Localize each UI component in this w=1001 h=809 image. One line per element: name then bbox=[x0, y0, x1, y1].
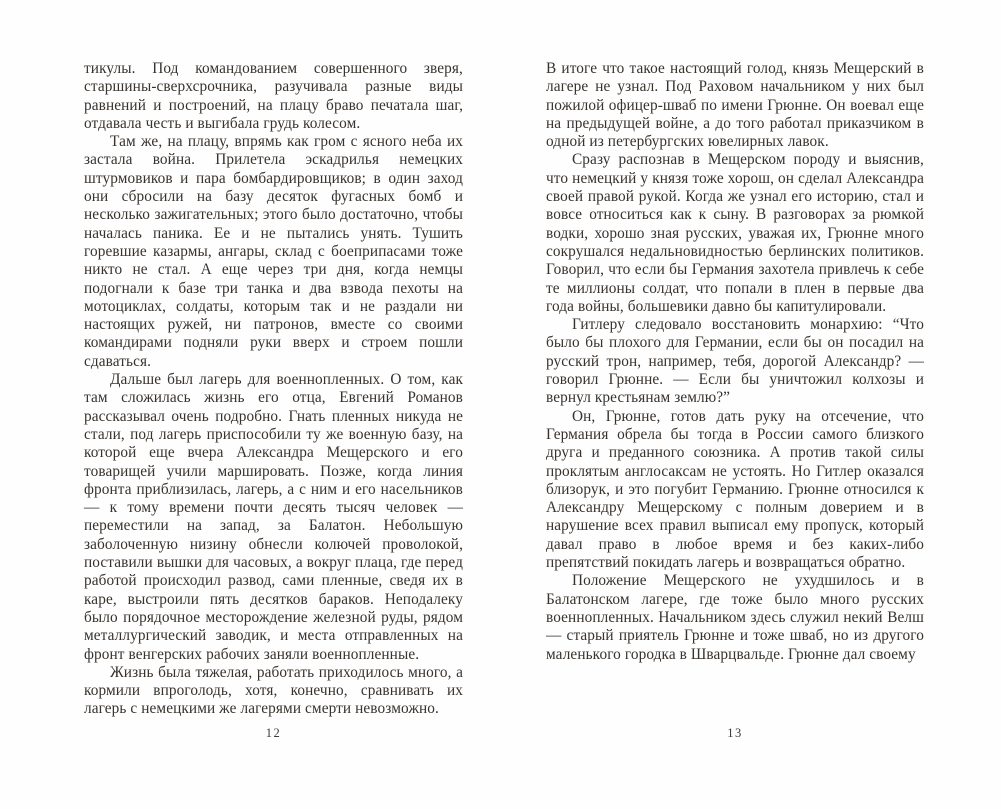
paragraph: Гитлеру следовало восстановить монархию: “Что было бы плохого для Германии, если бы он посадил на русский трон, например, тебя, дорогой Александр? — говорил Грюнне. — Если бы уничтожил колхозы и вернул крестьянам землю?” bbox=[546, 316, 924, 407]
paragraph: Жизнь была тяжелая, работать приходилось много, а кормили впроголодь, хотя, конечно, сравнивать их лагерь с немецкими же лагерями смерти невозможно. bbox=[84, 663, 463, 718]
page-left-text bbox=[84, 60, 463, 719]
page-number-right: 13 bbox=[727, 726, 743, 740]
paragraph: Он, Грюнне, готов дать руку на отсечение, что Германия обрела бы тогда в России самого близкого друга и преданного союзника. А против такой силы проклятым англосаксам не устоять. Но Гитлер оказался близорук, и это погубит Германию. Грюнне относился к Александру Мещерскому с полным доверием и в нарушение всех правил выписал ему пропуск, который давал право в любое время и без каких-либо препятствий покидать лагерь и возвращаться обратно. bbox=[546, 407, 924, 572]
paragraph: Сразу распознав в Мещерском породу и выяснив, что немецкий у князя тоже хорош, он сделал Александра своей правой рукой. Когда же узнал его историю, стал и вовсе относиться как к сыну. В разговорах за рюмкой водки, хорошо зная русских, уважая их, Грюнне много сокрушался недальновидностью берлинских политиков. Говорил, что если бы Германия захотела привлечь к себе те миллионы солдат, что попали в плен в первые два года войны, большевики давно бы капитулировали. bbox=[546, 151, 924, 315]
paragraph: В итоге что такое настоящий голод, князь Мещерский в лагере не узнал. Под Раховом начальником у них был пожилой офицер-шваб по имени Грюнне. Он воевал еще на предыдущей войне, а до того работал приказчиком в одной из петербургских ювелирных лавок. bbox=[546, 60, 924, 151]
paragraph: тикулы. Под командованием совершенного зверя, старшины-сверхсрочника, разучивала разные виды равнений и построений, на плацу браво печатала шаг, отдавала честь и выгибала грудь колесом. bbox=[84, 60, 463, 132]
page-right-text bbox=[546, 60, 924, 664]
paragraph: Там же, на плацу, впрямь как гром с ясного неба их застала война. Прилетела эскадрилья немецких штурмовиков и пара бомбардировщиков; в один заход они сбросили на базу десяток фугасных бомб и несколько зажигательных; этого было достаточно, чтобы началась паника. Ее и не пытались унять. Тушить горевшие казармы, ангары, склад с боеприпасами тоже никто не стал. А еще через три дня, когда немцы подогнали к базе три танка и два взвода пехоты на мотоциклах, солдаты, которым так и не раздали ни настоящих ружей, ни патронов, вместе со своими командирами подняли руки вверх и строем пошли сдаваться. bbox=[84, 133, 463, 370]
page-left bbox=[84, 0, 463, 809]
paragraph: Положение Мещерского не ухудшилось и в Балатонском лагере, где тоже было много русских военнопленных. Начальником здесь служил некий Велш — старый приятель Грюнне и тоже шваб, но из другого маленького городка в Шварцвальде. Грюнне дал своему bbox=[546, 572, 924, 663]
paragraph: Дальше был лагерь для военнопленных. О том, как там сложилась жизнь его отца, Евгений Романов рассказывал очень подробно. Гнать пленных никуда не стали, под лагерь приспособили ту же военную базу, на которой еще вчера Александра Мещерского и его товарищей учили маршировать. Позже, когда линия фронта приблизилась, лагерь, а с ним и его насельников — к тому времени почти десять тысяч человек — переместили на запад, за Балатон. Небольшую заболоченную низину обнесли колючей проволокой, поставили вышки для часовых, а вокруг плаца, где перед работой происходил развод, сами пленные, сведя их в каре, выстроили пять десятков бараков. Неподалеку было порядочное месторождение железной руды, рядом металлургический заводик, и места отправленных на фронт венгерских рабочих заняли военнопленные. bbox=[84, 371, 463, 663]
page-right bbox=[546, 0, 924, 809]
page-number-left: 12 bbox=[265, 726, 282, 740]
